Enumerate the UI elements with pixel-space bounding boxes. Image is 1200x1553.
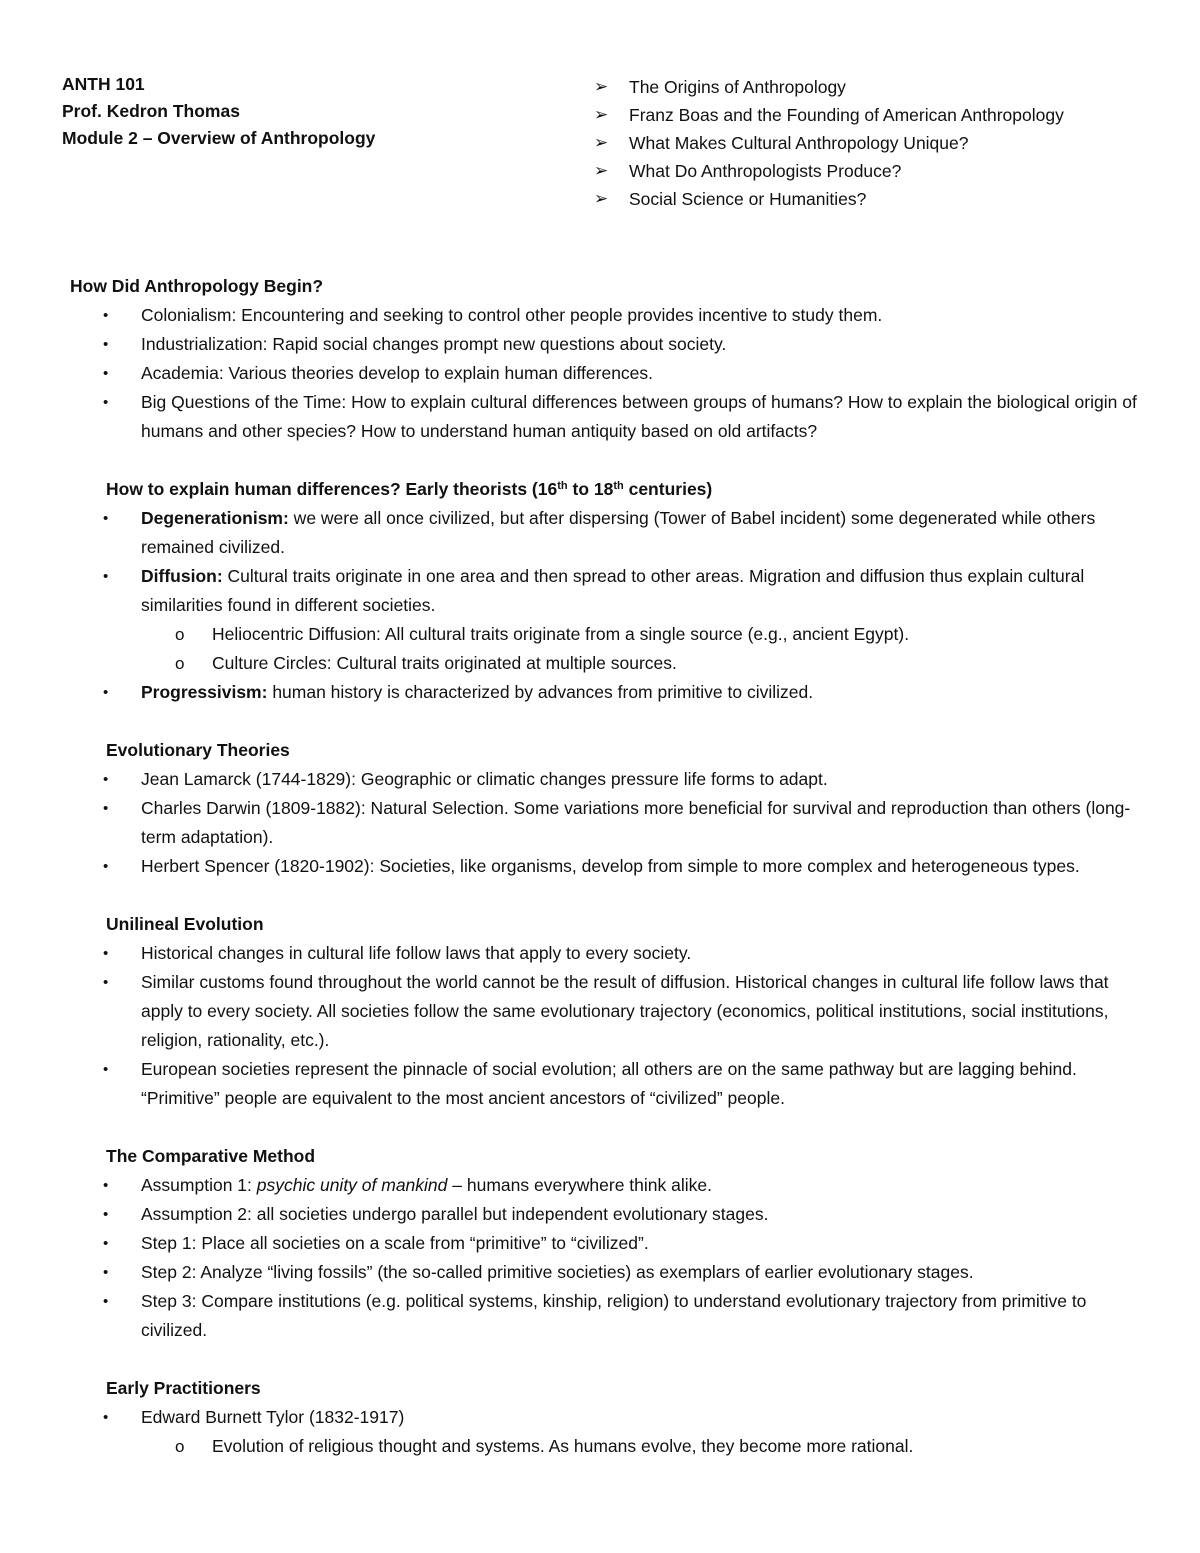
list-item <box>70 852 1140 881</box>
sub-item-text: Evolution of religious thought and systems. As humans evolve, they become more rational. <box>212 1436 914 1456</box>
course-code: ANTH 101 <box>62 74 145 94</box>
bullet-list <box>70 1171 1140 1345</box>
section-heading: Early Practitioners <box>106 1378 261 1398</box>
list-item-text: European societies represent the pinnacle of social evolution; all others are on the same pathway but are lagging behind. “Primitive” people are equivalent to the most ancient ancestors of “civilized” people. <box>141 1059 1077 1108</box>
list-item <box>70 562 1140 678</box>
list-item <box>70 330 1140 359</box>
bullet-icon: • <box>103 1293 109 1310</box>
bullet-icon: • <box>103 510 109 527</box>
module-title: Module 2 – Overview of Anthropology <box>62 128 376 148</box>
circle-bullet-icon: o <box>175 1437 185 1456</box>
bullet-icon: • <box>103 771 109 788</box>
sub-list-item <box>141 649 1140 678</box>
list-item <box>70 939 1140 968</box>
bullet-icon: • <box>103 1264 109 1281</box>
list-item <box>70 765 1140 794</box>
definition: Cultural traits originate in one area and then spread to other areas. Migration and diffusion thus explain cultural similarities found in different societies. <box>141 566 1085 615</box>
list-item-text: Similar customs found throughout the world cannot be the result of diffusion. Historical changes in cultural life follow laws that apply to every society. All societies follow the same evolutionary trajectory (economics, political institutions, social institutions, religion, rationality, etc.). <box>141 972 1109 1050</box>
circle-bullet-icon: o <box>175 625 185 644</box>
topic-label: Franz Boas and the Founding of American Anthropology <box>629 105 1064 125</box>
section-heading: Evolutionary Theories <box>106 740 290 760</box>
bullet-list <box>70 301 1140 446</box>
list-item <box>70 1287 1140 1345</box>
topic-item <box>594 101 1114 129</box>
topic-label: What Do Anthropologists Produce? <box>629 161 902 181</box>
document-header <box>62 71 562 152</box>
sub-item-text: Heliocentric Diffusion: All cultural traits originate from a single source (e.g., ancient Egypt). <box>212 624 910 644</box>
bullet-icon: • <box>103 1177 109 1194</box>
topic-label: What Makes Cultural Anthropology Unique? <box>629 133 969 153</box>
bullet-icon: • <box>103 307 109 324</box>
emphasis: psychic unity of mankind <box>256 1175 448 1195</box>
list-item <box>70 678 1140 707</box>
professor-name: Prof. Kedron Thomas <box>62 101 240 121</box>
section-heading: How Did Anthropology Begin? <box>70 276 324 296</box>
topic-item <box>594 129 1114 157</box>
bullet-icon: • <box>103 1061 109 1078</box>
list-item <box>70 968 1140 1055</box>
list-item-text: Colonialism: Encountering and seeking to control other people provides incentive to study them. <box>141 305 883 325</box>
list-item-text: Big Questions of the Time: How to explain cultural differences between groups of humans? How to explain the biological origin of humans and other species? How to understand human antiquity based on old artifacts? <box>141 392 1137 441</box>
arrow-bullet-icon: ➢ <box>594 105 609 124</box>
sub-list-item <box>141 620 1140 649</box>
list-item-text: – humans everywhere think alike. <box>447 1175 712 1195</box>
topic-item <box>594 73 1114 101</box>
list-item <box>70 1229 1140 1258</box>
term: Degenerationism: <box>141 508 289 528</box>
bullet-icon: • <box>103 1235 109 1252</box>
bullet-icon: • <box>103 858 109 875</box>
definition: we were all once civilized, but after dispersing (Tower of Babel incident) some degenerated while others remained civilized. <box>141 508 1096 557</box>
list-item <box>70 504 1140 562</box>
bullet-list <box>70 939 1140 1113</box>
bullet-icon: • <box>103 336 109 353</box>
list-item-text: Edward Burnett Tylor (1832-1917) <box>141 1407 405 1427</box>
list-item-text: Jean Lamarck (1744-1829): Geographic or climatic changes pressure life forms to adapt. <box>141 769 828 789</box>
list-item-text: Charles Darwin (1809-1882): Natural Selection. Some variations more beneficial for survival and reproduction than others (long-term adaptation). <box>141 798 1131 847</box>
list-item-text: Assumption 2: all societies undergo parallel but independent evolutionary stages. <box>141 1204 769 1224</box>
heading-part: to 18 <box>567 479 614 499</box>
sub-list-item <box>141 1432 1140 1461</box>
topic-item <box>594 157 1114 185</box>
list-item-text: Step 1: Place all societies on a scale from “primitive” to “civilized”. <box>141 1233 649 1253</box>
bullet-icon: • <box>103 684 109 701</box>
list-item-text: Herbert Spencer (1820-1902): Societies, like organisms, develop from simple to more complex and heterogeneous types. <box>141 856 1080 876</box>
superscript: th <box>613 480 624 492</box>
bullet-icon: • <box>103 1409 109 1426</box>
list-item-text: Assumption 1: <box>141 1175 257 1195</box>
list-item-text: Academia: Various theories develop to explain human differences. <box>141 363 654 383</box>
circle-bullet-icon: o <box>175 654 185 673</box>
bullet-icon: • <box>103 365 109 382</box>
heading-part: How to explain human differences? Early theorists (16 <box>106 479 558 499</box>
list-item <box>70 359 1140 388</box>
list-item <box>70 794 1140 852</box>
section-heading <box>106 475 1140 504</box>
term: Progressivism: <box>141 682 268 702</box>
bullet-list <box>70 504 1140 707</box>
list-item <box>70 1171 1140 1200</box>
sub-item-text: Culture Circles: Cultural traits originated at multiple sources. <box>212 653 677 673</box>
list-item-text: Industrialization: Rapid social changes prompt new questions about society. <box>141 334 727 354</box>
superscript: th <box>557 480 568 492</box>
section-heading: Unilineal Evolution <box>106 914 264 934</box>
list-item-text: Step 3: Compare institutions (e.g. political systems, kinship, religion) to understand evolutionary trajectory from primitive to civilized. <box>141 1291 1087 1340</box>
bullet-icon: • <box>103 568 109 585</box>
list-item <box>70 1403 1140 1461</box>
bullet-list <box>70 1403 1140 1461</box>
sub-list <box>141 620 1140 678</box>
list-item <box>70 1258 1140 1287</box>
bullet-icon: • <box>103 800 109 817</box>
list-item <box>70 388 1140 446</box>
topic-label: Social Science or Humanities? <box>629 189 867 209</box>
bullet-icon: • <box>103 1206 109 1223</box>
bullet-icon: • <box>103 394 109 411</box>
bullet-icon: • <box>103 974 109 991</box>
topic-item <box>594 185 1114 213</box>
definition: human history is characterized by advances from primitive to civilized. <box>267 682 814 702</box>
list-item-text: Historical changes in cultural life follow laws that apply to every society. <box>141 943 692 963</box>
list-item <box>70 1200 1140 1229</box>
arrow-bullet-icon: ➢ <box>594 77 609 96</box>
bullet-icon: • <box>103 945 109 962</box>
arrow-bullet-icon: ➢ <box>594 133 609 152</box>
document-body <box>70 272 1140 1461</box>
bullet-list <box>70 765 1140 881</box>
list-item <box>70 301 1140 330</box>
section-heading: The Comparative Method <box>106 1146 316 1166</box>
arrow-bullet-icon: ➢ <box>594 161 609 180</box>
topic-label: The Origins of Anthropology <box>629 77 846 97</box>
term: Diffusion: <box>141 566 223 586</box>
sub-list <box>141 1432 1140 1461</box>
heading-part: centuries) <box>623 479 713 499</box>
topic-list <box>594 73 1114 213</box>
list-item <box>70 1055 1140 1113</box>
arrow-bullet-icon: ➢ <box>594 189 609 208</box>
list-item-text: Step 2: Analyze “living fossils” (the so-called primitive societies) as exemplars of earlier evolutionary stages. <box>141 1262 974 1282</box>
